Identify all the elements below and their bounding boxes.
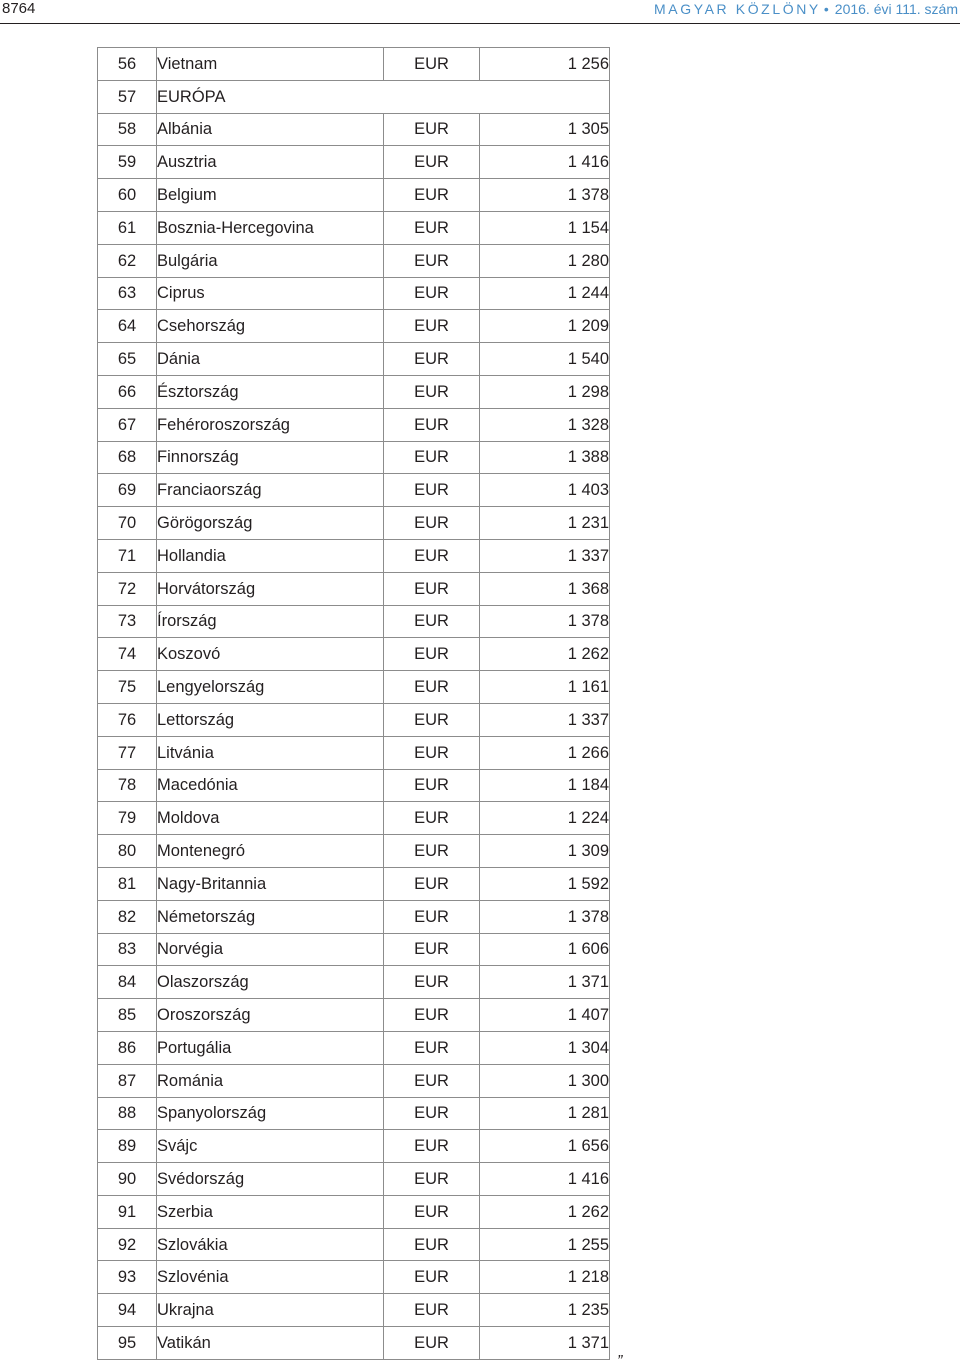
table-row — [98, 933, 610, 966]
amount-value: 1 209 — [480, 310, 610, 343]
currency-code: EUR — [384, 1031, 480, 1064]
row-number: 67 — [98, 408, 157, 441]
currency-code: EUR — [384, 1130, 480, 1163]
row-number: 82 — [98, 900, 157, 933]
country-name: Dánia — [157, 343, 384, 376]
table-row — [98, 310, 610, 343]
bullet-separator: • — [823, 1, 829, 17]
amount-value: 1 540 — [480, 343, 610, 376]
row-number: 75 — [98, 671, 157, 704]
table-row — [98, 736, 610, 769]
country-name: Albánia — [157, 113, 384, 146]
currency-code: EUR — [384, 408, 480, 441]
currency-code: EUR — [384, 736, 480, 769]
table-row — [98, 900, 610, 933]
row-number: 83 — [98, 933, 157, 966]
country-name: Észtország — [157, 375, 384, 408]
country-name: Írország — [157, 605, 384, 638]
amount-value: 1 184 — [480, 769, 610, 802]
row-number: 73 — [98, 605, 157, 638]
currency-code: EUR — [384, 146, 480, 179]
table-row — [98, 1261, 610, 1294]
section-row — [98, 80, 610, 113]
table-row — [98, 474, 610, 507]
amount-value: 1 218 — [480, 1261, 610, 1294]
currency-code: EUR — [384, 277, 480, 310]
amount-value: 1 371 — [480, 1327, 610, 1360]
amount-value: 1 403 — [480, 474, 610, 507]
table-row — [98, 605, 610, 638]
currency-code: EUR — [384, 1327, 480, 1360]
row-number: 95 — [98, 1327, 157, 1360]
table-row — [98, 179, 610, 212]
currency-code: EUR — [384, 933, 480, 966]
country-name: Oroszország — [157, 999, 384, 1032]
table-row — [98, 703, 610, 736]
currency-code: EUR — [384, 179, 480, 212]
row-number: 74 — [98, 638, 157, 671]
country-name: Lengyelország — [157, 671, 384, 704]
running-head — [654, 1, 958, 18]
row-number: 72 — [98, 572, 157, 605]
amount-value: 1 592 — [480, 867, 610, 900]
row-number: 64 — [98, 310, 157, 343]
row-number: 70 — [98, 507, 157, 540]
country-name: Szerbia — [157, 1195, 384, 1228]
currency-code: EUR — [384, 1163, 480, 1196]
currency-code: EUR — [384, 671, 480, 704]
currency-code: EUR — [384, 539, 480, 572]
currency-code: EUR — [384, 1228, 480, 1261]
country-name: Montenegró — [157, 835, 384, 868]
row-number: 61 — [98, 211, 157, 244]
currency-code: EUR — [384, 1064, 480, 1097]
currency-code: EUR — [384, 343, 480, 376]
currency-code: EUR — [384, 375, 480, 408]
country-name: Nagy-Britannia — [157, 867, 384, 900]
table-row — [98, 211, 610, 244]
country-name: Ukrajna — [157, 1294, 384, 1327]
amount-value: 1 161 — [480, 671, 610, 704]
table-row — [98, 638, 610, 671]
row-number: 56 — [98, 48, 157, 81]
country-name: Portugália — [157, 1031, 384, 1064]
row-number: 85 — [98, 999, 157, 1032]
table-row — [98, 1097, 610, 1130]
currency-code: EUR — [384, 1261, 480, 1294]
amount-value: 1 328 — [480, 408, 610, 441]
amount-value: 1 262 — [480, 1195, 610, 1228]
table-row — [98, 867, 610, 900]
row-number: 68 — [98, 441, 157, 474]
currency-code: EUR — [384, 900, 480, 933]
amount-value: 1 407 — [480, 999, 610, 1032]
currency-code: EUR — [384, 244, 480, 277]
country-name: Bulgária — [157, 244, 384, 277]
amount-value: 1 235 — [480, 1294, 610, 1327]
currency-code: EUR — [384, 835, 480, 868]
amount-value: 1 266 — [480, 736, 610, 769]
table-row — [98, 408, 610, 441]
table-row — [98, 113, 610, 146]
currency-code: EUR — [384, 1097, 480, 1130]
amount-value: 1 416 — [480, 1163, 610, 1196]
table-row — [98, 835, 610, 868]
rates-table — [97, 47, 610, 1360]
country-name: Horvátország — [157, 572, 384, 605]
currency-code: EUR — [384, 113, 480, 146]
country-name: Ciprus — [157, 277, 384, 310]
country-name: Franciaország — [157, 474, 384, 507]
currency-code: EUR — [384, 867, 480, 900]
row-number: 76 — [98, 703, 157, 736]
currency-code: EUR — [384, 441, 480, 474]
country-name: Svédország — [157, 1163, 384, 1196]
country-name: Csehország — [157, 310, 384, 343]
country-name: Moldova — [157, 802, 384, 835]
row-number: 92 — [98, 1228, 157, 1261]
currency-code: EUR — [384, 48, 480, 81]
page-header — [0, 0, 960, 24]
table-row — [98, 244, 610, 277]
country-name: Belgium — [157, 179, 384, 212]
table-row — [98, 671, 610, 704]
amount-value: 1 378 — [480, 900, 610, 933]
currency-code: EUR — [384, 769, 480, 802]
table-row — [98, 1195, 610, 1228]
row-number: 63 — [98, 277, 157, 310]
country-name: Finnország — [157, 441, 384, 474]
amount-value: 1 256 — [480, 48, 610, 81]
row-number: 57 — [98, 80, 157, 113]
row-number: 84 — [98, 966, 157, 999]
amount-value: 1 281 — [480, 1097, 610, 1130]
table-row — [98, 1064, 610, 1097]
country-name: Litvánia — [157, 736, 384, 769]
amount-value: 1 309 — [480, 835, 610, 868]
row-number: 60 — [98, 179, 157, 212]
amount-value: 1 231 — [480, 507, 610, 540]
country-name: Ausztria — [157, 146, 384, 179]
issue-label: 2016. évi 111. szám — [834, 1, 958, 17]
country-name: Németország — [157, 900, 384, 933]
table-row — [98, 1130, 610, 1163]
country-name: Olaszország — [157, 966, 384, 999]
amount-value: 1 368 — [480, 572, 610, 605]
country-name: Svájc — [157, 1130, 384, 1163]
country-name: Vatikán — [157, 1327, 384, 1360]
table-row — [98, 441, 610, 474]
currency-code: EUR — [384, 1195, 480, 1228]
row-number: 90 — [98, 1163, 157, 1196]
row-number: 65 — [98, 343, 157, 376]
amount-value: 1 337 — [480, 703, 610, 736]
row-number: 78 — [98, 769, 157, 802]
table-row — [98, 1294, 610, 1327]
table-row — [98, 146, 610, 179]
table-row — [98, 48, 610, 81]
table-row — [98, 375, 610, 408]
amount-value: 1 300 — [480, 1064, 610, 1097]
country-name: Szlovákia — [157, 1228, 384, 1261]
section-heading: EURÓPA — [157, 80, 610, 113]
country-name: Hollandia — [157, 539, 384, 572]
amount-value: 1 378 — [480, 605, 610, 638]
amount-value: 1 224 — [480, 802, 610, 835]
row-number: 62 — [98, 244, 157, 277]
country-name: Spanyolország — [157, 1097, 384, 1130]
row-number: 71 — [98, 539, 157, 572]
journal-name: MAGYAR KÖZLÖNY — [654, 1, 821, 17]
header-rule — [0, 23, 960, 24]
currency-code: EUR — [384, 999, 480, 1032]
amount-value: 1 378 — [480, 179, 610, 212]
row-number: 94 — [98, 1294, 157, 1327]
row-number: 79 — [98, 802, 157, 835]
country-name: Románia — [157, 1064, 384, 1097]
country-name: Szlovénia — [157, 1261, 384, 1294]
table-row — [98, 507, 610, 540]
table-row — [98, 1163, 610, 1196]
table-row — [98, 1228, 610, 1261]
table-row — [98, 966, 610, 999]
row-number: 59 — [98, 146, 157, 179]
table-row — [98, 1031, 610, 1064]
closing-quote-mark: ” — [617, 1353, 623, 1370]
row-number: 87 — [98, 1064, 157, 1097]
currency-code: EUR — [384, 703, 480, 736]
row-number: 86 — [98, 1031, 157, 1064]
page-number: 8764 — [2, 0, 36, 17]
row-number: 93 — [98, 1261, 157, 1294]
row-number: 88 — [98, 1097, 157, 1130]
amount-value: 1 305 — [480, 113, 610, 146]
currency-code: EUR — [384, 1294, 480, 1327]
amount-value: 1 262 — [480, 638, 610, 671]
row-number: 80 — [98, 835, 157, 868]
row-number: 66 — [98, 375, 157, 408]
currency-code: EUR — [384, 966, 480, 999]
amount-value: 1 371 — [480, 966, 610, 999]
table-row — [98, 572, 610, 605]
currency-code: EUR — [384, 638, 480, 671]
table-row — [98, 769, 610, 802]
country-name: Macedónia — [157, 769, 384, 802]
currency-code: EUR — [384, 310, 480, 343]
amount-value: 1 337 — [480, 539, 610, 572]
amount-value: 1 244 — [480, 277, 610, 310]
row-number: 81 — [98, 867, 157, 900]
amount-value: 1 606 — [480, 933, 610, 966]
row-number: 89 — [98, 1130, 157, 1163]
currency-code: EUR — [384, 802, 480, 835]
country-name: Görögország — [157, 507, 384, 540]
currency-code: EUR — [384, 211, 480, 244]
row-number: 77 — [98, 736, 157, 769]
rates-table-body — [98, 48, 610, 1360]
table-row — [98, 277, 610, 310]
amount-value: 1 154 — [480, 211, 610, 244]
country-name: Lettország — [157, 703, 384, 736]
table-row — [98, 802, 610, 835]
currency-code: EUR — [384, 572, 480, 605]
country-name: Norvégia — [157, 933, 384, 966]
table-row — [98, 343, 610, 376]
row-number: 58 — [98, 113, 157, 146]
amount-value: 1 656 — [480, 1130, 610, 1163]
currency-code: EUR — [384, 605, 480, 638]
amount-value: 1 255 — [480, 1228, 610, 1261]
country-name: Bosznia-Hercegovina — [157, 211, 384, 244]
table-row — [98, 999, 610, 1032]
country-name: Vietnam — [157, 48, 384, 81]
currency-code: EUR — [384, 474, 480, 507]
amount-value: 1 298 — [480, 375, 610, 408]
amount-value: 1 388 — [480, 441, 610, 474]
row-number: 69 — [98, 474, 157, 507]
country-name: Fehéroroszország — [157, 408, 384, 441]
row-number: 91 — [98, 1195, 157, 1228]
table-row — [98, 1327, 610, 1360]
amount-value: 1 304 — [480, 1031, 610, 1064]
amount-value: 1 280 — [480, 244, 610, 277]
amount-value: 1 416 — [480, 146, 610, 179]
table-row — [98, 539, 610, 572]
currency-code: EUR — [384, 507, 480, 540]
country-name: Koszovó — [157, 638, 384, 671]
